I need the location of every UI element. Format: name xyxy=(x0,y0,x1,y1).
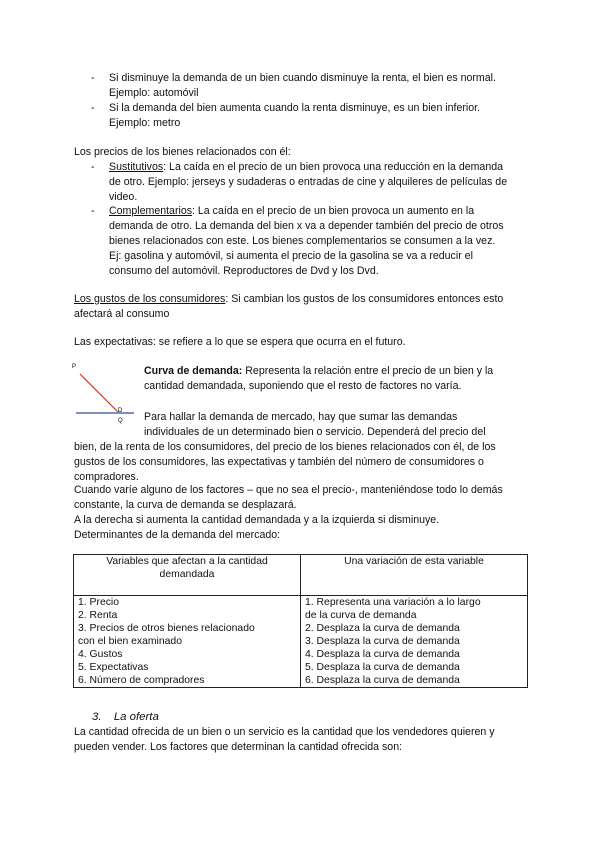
table-header-left xyxy=(74,555,301,596)
sustitutivos-text xyxy=(109,160,528,205)
renta-inferior-text xyxy=(109,101,528,131)
text-line: con el bien examinado xyxy=(78,636,182,647)
text-line: de la curva de demanda xyxy=(305,610,417,621)
complementarios-text xyxy=(109,204,528,279)
text-line: demanda de otro. La demanda del bien x va a depender también del precio de otros xyxy=(109,220,504,232)
bullet-dash: - xyxy=(91,102,95,114)
text-line: Si disminuye la demanda de un bien cuando disminuye la renta, el bien es normal. xyxy=(109,72,496,84)
axis-label-q: Q xyxy=(118,418,123,424)
bullet-dash: - xyxy=(91,72,95,84)
text-line: 5. Expectativas xyxy=(78,662,149,673)
text-line: 6. Desplaza la curva de demanda xyxy=(305,675,460,686)
text-line: La cantidad ofrecida de un bien o un servicio es la cantidad que los vendedores quieren y xyxy=(74,726,495,738)
text-line: Ejemplo: metro xyxy=(109,117,181,129)
text-line: constante, la curva de demanda se desplazará. xyxy=(74,499,297,511)
text-line: 4. Gustos xyxy=(78,649,123,660)
table-header-right: Una variación de esta variable xyxy=(301,555,528,596)
text-line: 2. Desplaza la curva de demanda xyxy=(305,623,460,634)
text-line: 5. Desplaza la curva de demanda xyxy=(305,662,460,673)
table-cell-variacion xyxy=(301,596,528,688)
text-line: compradores. xyxy=(74,471,139,483)
gustos-paragraph xyxy=(74,292,528,322)
text-line: Variables que afectan a la cantidad xyxy=(106,556,268,567)
text-line: cantidad demandada, suponiendo que el resto de factores no varía. xyxy=(144,380,462,392)
text-line: 3. Desplaza la curva de demanda xyxy=(305,636,460,647)
renta-normal-text xyxy=(109,71,528,101)
expectativas-paragraph: Las expectativas: se refiere a lo que se espera que ocurra en el futuro. xyxy=(74,336,406,348)
curva-paragraph xyxy=(144,364,528,394)
text-line: Para hallar la demanda de mercado, hay que sumar las demandas xyxy=(144,411,458,423)
text-line: A la derecha si aumenta la cantidad demandada y a la izquierda si disminuye. xyxy=(74,514,440,526)
demand-line xyxy=(80,374,118,412)
gustos-term: Los gustos de los consumidores xyxy=(74,293,226,305)
text-line: Representa la relación entre el precio de un bien y la xyxy=(242,365,494,377)
text-line: video. xyxy=(109,191,138,203)
text-line: bien, de la renta de los consumidores, del precio de los bienes relacionados con él, de los xyxy=(74,441,496,453)
sustitutivos-term: Sustitutivos xyxy=(109,161,164,173)
text-line: Cuando varíe alguno de los factores – que no sea el precio-, manteniéndose todo lo demás xyxy=(74,484,503,496)
text-line: bienes relacionados con este. Los bienes complementarios se consumen a la vez. xyxy=(109,235,496,247)
table-header-row xyxy=(74,555,528,596)
axis-label-p: P xyxy=(72,364,77,370)
oferta-paragraph xyxy=(74,725,528,755)
text-line: : La caída en el precio de un bien provoca una reducción en la demanda xyxy=(163,161,503,173)
text-line: gustos de los consumidores, las expectativas y también del número de consumidores o xyxy=(74,456,484,468)
text-line: 3. Precios de otros bienes relacionado xyxy=(78,623,255,634)
text-line: pueden vender. Los factores que determinan la cantidad ofrecida son: xyxy=(74,741,403,753)
section-number: 3. xyxy=(92,711,102,723)
text-line: de otro. Ejemplo: jerseys y sudaderas o entradas de cine y alquileres de películas de xyxy=(109,176,508,188)
demand-curve-graph xyxy=(70,358,144,428)
relacionados-intro: Los precios de los bienes relacionados con él: xyxy=(74,146,291,158)
bullet-dash: - xyxy=(91,161,95,173)
curve-label-d: D xyxy=(118,408,123,414)
text-line: : Si cambian los gustos de los consumidores entonces esto xyxy=(225,293,504,305)
text-line: 4. Desplaza la curva de demanda xyxy=(305,649,460,660)
text-line: 1. Representa una variación a lo largo xyxy=(305,597,481,608)
mercado-paragraph-start xyxy=(144,410,528,440)
text-line: Determinantes de la demanda del mercado: xyxy=(74,529,281,541)
text-line: 6. Número de compradores xyxy=(78,675,205,686)
section-title: La oferta xyxy=(113,711,159,723)
text-line: Ejemplo: automóvil xyxy=(109,87,199,99)
text-line: 1. Precio xyxy=(78,597,120,608)
text-line: Si la demanda del bien aumenta cuando la renta disminuye, es un bien inferior. xyxy=(109,102,481,114)
table-row xyxy=(74,596,528,688)
text-line: afectará al consumo xyxy=(74,308,170,320)
text-line: consumo del automóvil. Reproductores de Dvd y los Dvd. xyxy=(109,265,379,277)
table-cell-variables xyxy=(74,596,301,688)
determinantes-table xyxy=(73,554,528,688)
text-line: demandada xyxy=(159,569,215,580)
complementarios-term: Complementarios xyxy=(109,205,193,217)
bullet-dash: - xyxy=(91,205,95,217)
mercado-paragraph-cont xyxy=(74,440,528,485)
section-heading xyxy=(92,710,159,725)
text-line: Ej: gasolina y automóvil, si aumenta el precio de la gasolina se va a reducir el xyxy=(109,250,473,262)
cambio-paragraph xyxy=(74,483,528,543)
curva-term: Curva de demanda: xyxy=(144,365,243,377)
text-line: : La caída en el precio de un bien provoca un aumento en la xyxy=(192,205,475,217)
text-line: individuales de un determinado bien o servicio. Dependerá del precio del xyxy=(144,426,486,438)
text-line: 2. Renta xyxy=(78,610,118,621)
